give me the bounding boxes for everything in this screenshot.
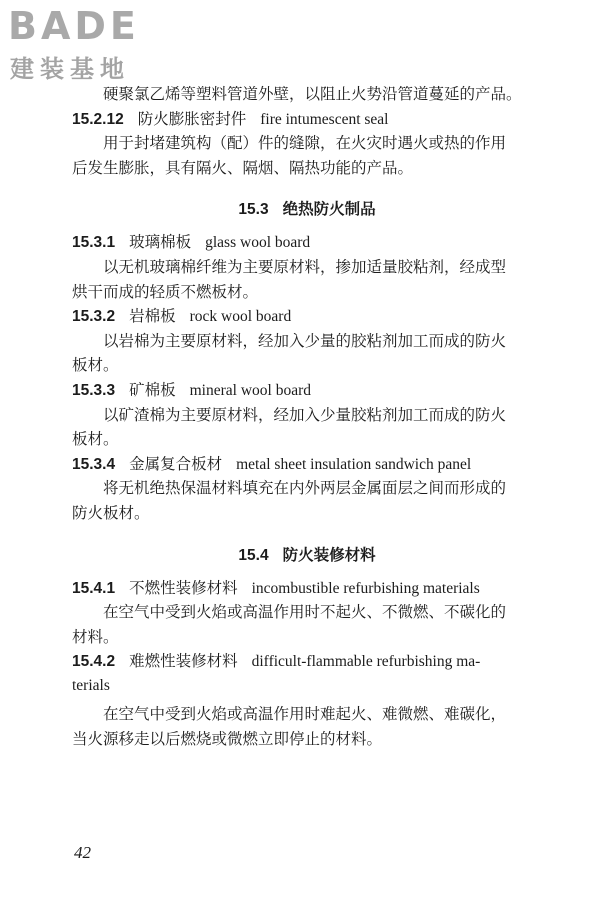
definition-line: 材料。 [72, 627, 119, 646]
term-heading [72, 576, 542, 601]
definition-line: 防火板材。 [72, 503, 150, 522]
term-english: rock wool board [189, 308, 292, 326]
term-english: difficult-flammable refurbishing ma- [251, 653, 481, 671]
term-chinese: 金属复合板材 [129, 454, 223, 473]
definition-line: 板材。 [72, 430, 119, 449]
term-english: fire intumescent seal [260, 110, 389, 128]
term-chinese: 不燃性装修材料 [129, 578, 238, 597]
section-title: 防火装修材料 [282, 544, 376, 564]
section-heading [72, 526, 542, 576]
term-heading [72, 107, 542, 132]
term-english: metal sheet insulation sandwich panel [236, 455, 472, 473]
definition-line: 以岩棉为主要原材料，经加入少量的胶粘剂加工而成的防火 [103, 331, 507, 350]
definition-line: 将无机绝热保温材料填充在内外两层金属面层之间而形成的 [103, 479, 507, 498]
definition-line: 板材。 [72, 356, 119, 375]
term-heading [72, 378, 542, 403]
logo-wordmark: BADE [8, 4, 140, 48]
definition-line: 用于封堵建筑构（配）件的缝隙，在火灾时遇火或热的作用 [103, 134, 507, 153]
term-english: glass wool board [205, 234, 311, 252]
term-english: incombustible refurbishing materials [251, 579, 480, 597]
page-number: 42 [74, 843, 91, 862]
term-chinese: 玻璃棉板 [129, 233, 192, 252]
term-number: 15.4.1 [72, 579, 116, 597]
term-heading [72, 452, 542, 477]
section-number: 15.3 [238, 201, 269, 219]
term-number: 15.3.4 [72, 455, 116, 473]
term-number: 15.3.2 [72, 308, 116, 326]
logo-subtitle: 建装基地 [10, 55, 130, 83]
term-number: 15.2.12 [72, 110, 124, 128]
term-heading [72, 304, 542, 329]
term-chinese: 难燃性装修材料 [129, 652, 238, 671]
term-heading [72, 649, 542, 674]
term-number: 15.3.1 [72, 234, 116, 252]
section-heading [72, 180, 542, 230]
term-number: 15.4.2 [72, 653, 116, 671]
definition-line: 当火源移走以后燃烧或微燃立即停止的材料。 [72, 730, 383, 749]
term-english: mineral wool board [189, 381, 312, 399]
term-number: 15.3.3 [72, 381, 116, 399]
definition-line: 在空气中受到火焰或高温作用时难起火、难微燃、难碳化， [103, 705, 507, 724]
section-number: 15.4 [238, 546, 269, 564]
continued-paragraph: 硬聚氯乙烯等塑料管道外壁，以阻止火势沿管道蔓延的产品。 [103, 85, 522, 103]
definition-line: 烘干而成的轻质不燃板材。 [72, 282, 259, 301]
term-chinese: 矿棉板 [129, 380, 176, 399]
term-heading [72, 230, 542, 255]
definition-line: 在空气中受到火焰或高温作用时不起火、不微燃、不碳化的 [103, 603, 507, 622]
definition-line: 后发生膨胀，具有隔火、隔烟、隔热功能的产品。 [72, 158, 414, 177]
definition-line: 以无机玻璃棉纤维为主要原材料，掺加适量胶粘剂，经成型 [103, 257, 507, 276]
definition-line: 以矿渣棉为主要原材料，经加入少量胶粘剂加工而成的防火 [103, 405, 507, 424]
page-body [72, 82, 542, 752]
section-title: 绝热防火制品 [282, 199, 376, 219]
term-chinese: 岩棉板 [129, 307, 176, 326]
watermark-logo [8, 4, 178, 90]
term-english-continued: terials [72, 676, 110, 694]
term-chinese: 防火膨胀密封件 [137, 109, 247, 128]
